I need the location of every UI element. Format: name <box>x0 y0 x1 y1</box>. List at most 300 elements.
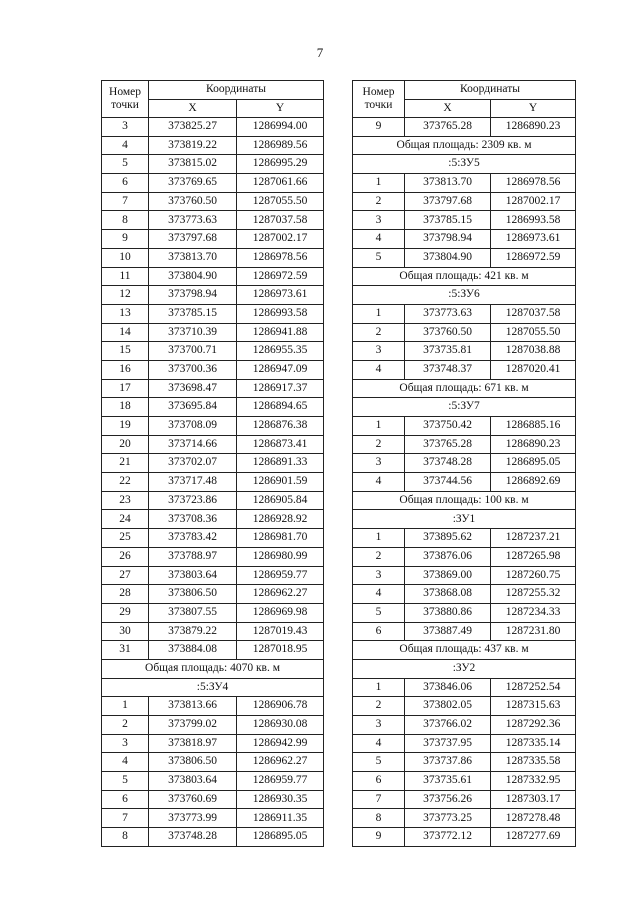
table-row <box>353 547 576 566</box>
y-coordinate-cell: 1286993.58 <box>237 304 324 323</box>
x-coordinate-cell: 373819.22 <box>149 136 237 155</box>
x-coordinate-cell: 373766.02 <box>405 716 491 735</box>
table-row <box>102 491 324 510</box>
table-row <box>102 192 324 211</box>
point-number-cell: 1 <box>353 417 405 436</box>
y-coordinate-cell: 1286959.77 <box>237 566 324 585</box>
y-header: Y <box>237 100 324 118</box>
x-coordinate-cell: 373825.27 <box>149 118 237 137</box>
total-area-row <box>353 491 576 510</box>
x-coordinate-cell: 373698.47 <box>149 379 237 398</box>
table-row <box>102 772 324 791</box>
x-coordinate-cell: 373735.61 <box>405 772 491 791</box>
y-coordinate-cell: 1287019.43 <box>237 622 324 641</box>
section-label: :5:ЗУ7 <box>353 398 576 417</box>
y-coordinate-cell: 1287332.95 <box>491 772 576 791</box>
point-number-cell: 13 <box>102 304 149 323</box>
y-coordinate-cell: 1286980.99 <box>237 547 324 566</box>
point-number-cell: 30 <box>102 622 149 641</box>
point-number-cell: 4 <box>353 360 405 379</box>
point-number-cell: 26 <box>102 547 149 566</box>
section-row <box>353 510 576 529</box>
x-coordinate-cell: 373702.07 <box>149 454 237 473</box>
table-row <box>353 790 576 809</box>
x-coordinate-cell: 373735.81 <box>405 342 491 361</box>
table-row <box>102 547 324 566</box>
y-coordinate-cell: 1287055.50 <box>491 323 576 342</box>
y-coordinate-cell: 1286962.27 <box>237 585 324 604</box>
table-row <box>102 174 324 193</box>
x-coordinate-cell: 373760.50 <box>149 192 237 211</box>
table-row <box>102 790 324 809</box>
section-row <box>102 678 324 697</box>
table-row <box>102 360 324 379</box>
point-number-cell: 4 <box>353 734 405 753</box>
x-coordinate-cell: 373884.08 <box>149 641 237 660</box>
total-area-row <box>353 267 576 286</box>
x-coordinate-cell: 373769.65 <box>149 174 237 193</box>
x-coordinate-cell: 373785.15 <box>149 304 237 323</box>
point-number-cell: 16 <box>102 360 149 379</box>
y-coordinate-cell: 1286905.84 <box>237 491 324 510</box>
table-row <box>353 230 576 249</box>
section-label: :ЗУ2 <box>353 659 576 678</box>
point-number-cell: 25 <box>102 529 149 548</box>
y-coordinate-cell: 1286930.08 <box>237 716 324 735</box>
table-row <box>102 697 324 716</box>
total-area-row <box>353 641 576 660</box>
table-row <box>102 716 324 735</box>
x-coordinate-cell: 373783.42 <box>149 529 237 548</box>
x-coordinate-cell: 373803.64 <box>149 566 237 585</box>
point-number-header-line2: точки <box>364 99 393 111</box>
y-coordinate-cell: 1287020.41 <box>491 360 576 379</box>
y-coordinate-cell: 1286885.16 <box>491 417 576 436</box>
table-row <box>353 734 576 753</box>
table-row <box>102 230 324 249</box>
table-row <box>353 304 576 323</box>
point-number-cell: 1 <box>353 304 405 323</box>
table-row <box>353 454 576 473</box>
x-coordinate-cell: 373717.48 <box>149 473 237 492</box>
y-coordinate-cell: 1287038.88 <box>491 342 576 361</box>
table-row <box>102 248 324 267</box>
table-row <box>102 398 324 417</box>
x-coordinate-cell: 373799.02 <box>149 716 237 735</box>
section-label: :ЗУ1 <box>353 510 576 529</box>
point-number-cell: 8 <box>102 211 149 230</box>
point-number-cell: 5 <box>102 772 149 791</box>
y-coordinate-cell: 1287018.95 <box>237 641 324 660</box>
x-coordinate-cell: 373773.25 <box>405 809 491 828</box>
x-coordinate-cell: 373876.06 <box>405 547 491 566</box>
y-coordinate-cell: 1286895.05 <box>491 454 576 473</box>
point-number-cell: 15 <box>102 342 149 361</box>
table-row <box>102 118 324 137</box>
x-coordinate-cell: 373772.12 <box>405 828 491 847</box>
table-row <box>353 566 576 585</box>
total-area-label: Общая площадь: 2309 кв. м <box>353 136 576 155</box>
table-row <box>102 286 324 305</box>
x-coordinate-cell: 373868.08 <box>405 585 491 604</box>
point-number-cell: 3 <box>353 716 405 735</box>
section-row <box>353 398 576 417</box>
x-coordinate-cell: 373773.63 <box>405 304 491 323</box>
y-coordinate-cell: 1287303.17 <box>491 790 576 809</box>
point-number-cell: 4 <box>353 230 405 249</box>
x-coordinate-cell: 373813.66 <box>149 697 237 716</box>
y-coordinate-cell: 1286917.37 <box>237 379 324 398</box>
table-row <box>353 248 576 267</box>
table-row <box>353 211 576 230</box>
table-row <box>353 192 576 211</box>
y-coordinate-cell: 1287335.14 <box>491 734 576 753</box>
y-coordinate-cell: 1287335.58 <box>491 753 576 772</box>
y-coordinate-cell: 1287260.75 <box>491 566 576 585</box>
x-coordinate-cell: 373710.39 <box>149 323 237 342</box>
x-coordinate-cell: 373869.00 <box>405 566 491 585</box>
table-row <box>102 641 324 660</box>
y-coordinate-cell: 1286995.29 <box>237 155 324 174</box>
x-coordinate-cell: 373880.86 <box>405 603 491 622</box>
point-number-cell: 19 <box>102 417 149 436</box>
y-coordinate-cell: 1287002.17 <box>237 230 324 249</box>
y-coordinate-cell: 1286989.56 <box>237 136 324 155</box>
y-coordinate-cell: 1286930.35 <box>237 790 324 809</box>
table-row <box>102 379 324 398</box>
y-coordinate-cell: 1286973.61 <box>237 286 324 305</box>
point-number-cell: 18 <box>102 398 149 417</box>
point-number-cell: 5 <box>102 155 149 174</box>
x-coordinate-cell: 373887.49 <box>405 622 491 641</box>
y-coordinate-cell: 1287278.48 <box>491 809 576 828</box>
x-coordinate-cell: 373737.95 <box>405 734 491 753</box>
x-coordinate-cell: 373879.22 <box>149 622 237 641</box>
x-coordinate-cell: 373785.15 <box>405 211 491 230</box>
y-coordinate-cell: 1286981.70 <box>237 529 324 548</box>
y-coordinate-cell: 1287292.36 <box>491 716 576 735</box>
right-table-body <box>353 118 576 847</box>
x-coordinate-cell: 373813.70 <box>405 174 491 193</box>
point-number-cell: 4 <box>102 753 149 772</box>
point-number-cell: 5 <box>353 248 405 267</box>
point-number-cell: 5 <box>353 753 405 772</box>
point-number-cell: 31 <box>102 641 149 660</box>
point-number-cell: 2 <box>102 716 149 735</box>
coordinates-table-left <box>101 80 324 847</box>
point-number-cell: 7 <box>102 809 149 828</box>
table-row <box>353 622 576 641</box>
point-number-cell: 22 <box>102 473 149 492</box>
y-coordinate-cell: 1287277.69 <box>491 828 576 847</box>
y-coordinate-cell: 1286876.38 <box>237 417 324 436</box>
table-row <box>353 753 576 772</box>
point-number-cell: 7 <box>353 790 405 809</box>
y-coordinate-cell: 1286891.33 <box>237 454 324 473</box>
x-header: X <box>405 100 491 118</box>
table-row <box>353 529 576 548</box>
x-coordinate-cell: 373798.94 <box>149 286 237 305</box>
table-row <box>353 118 576 137</box>
point-number-header <box>353 81 405 118</box>
point-number-cell: 8 <box>102 828 149 847</box>
x-coordinate-cell: 373797.68 <box>149 230 237 249</box>
y-coordinate-cell: 1286955.35 <box>237 342 324 361</box>
y-header: Y <box>491 100 576 118</box>
total-area-row <box>353 379 576 398</box>
table-row <box>102 155 324 174</box>
point-number-cell: 20 <box>102 435 149 454</box>
table-row <box>102 510 324 529</box>
x-coordinate-cell: 373804.90 <box>149 267 237 286</box>
total-area-label: Общая площадь: 437 кв. м <box>353 641 576 660</box>
point-number-cell: 11 <box>102 267 149 286</box>
y-coordinate-cell: 1287002.17 <box>491 192 576 211</box>
y-coordinate-cell: 1286962.27 <box>237 753 324 772</box>
point-number-cell: 3 <box>353 454 405 473</box>
coordinates-table-right <box>352 80 576 847</box>
y-coordinate-cell: 1287231.80 <box>491 622 576 641</box>
point-number-cell: 3 <box>353 342 405 361</box>
point-number-cell: 17 <box>102 379 149 398</box>
point-number-cell: 12 <box>102 286 149 305</box>
point-number-header <box>102 81 149 118</box>
table-row <box>102 529 324 548</box>
table-row <box>353 772 576 791</box>
x-coordinate-cell: 373760.50 <box>405 323 491 342</box>
point-number-cell: 2 <box>353 192 405 211</box>
table-row <box>353 360 576 379</box>
x-coordinate-cell: 373695.84 <box>149 398 237 417</box>
x-coordinate-cell: 373806.50 <box>149 585 237 604</box>
page-number: 7 <box>316 45 324 60</box>
point-number-cell: 6 <box>353 622 405 641</box>
total-area-label: Общая площадь: 100 кв. м <box>353 491 576 510</box>
y-coordinate-cell: 1287315.63 <box>491 697 576 716</box>
y-coordinate-cell: 1286972.59 <box>237 267 324 286</box>
table-row <box>353 174 576 193</box>
table-row <box>353 697 576 716</box>
table-row <box>353 473 576 492</box>
section-row <box>353 155 576 174</box>
point-number-cell: 3 <box>353 211 405 230</box>
section-label: :5:ЗУ6 <box>353 286 576 305</box>
x-coordinate-cell: 373756.26 <box>405 790 491 809</box>
table-row <box>102 566 324 585</box>
point-number-cell: 9 <box>102 230 149 249</box>
table-row <box>353 435 576 454</box>
table-row <box>102 753 324 772</box>
point-number-header-line2: точки <box>111 99 139 111</box>
point-number-cell: 9 <box>353 828 405 847</box>
point-number-cell: 8 <box>353 809 405 828</box>
total-area-label: Общая площадь: 421 кв. м <box>353 267 576 286</box>
table-row <box>102 603 324 622</box>
point-number-cell: 6 <box>102 790 149 809</box>
x-coordinate-cell: 373806.50 <box>149 753 237 772</box>
coordinates-header: Координаты <box>149 81 324 100</box>
x-coordinate-cell: 373744.56 <box>405 473 491 492</box>
total-area-row <box>353 136 576 155</box>
y-coordinate-cell: 1287037.58 <box>491 304 576 323</box>
y-coordinate-cell: 1286994.00 <box>237 118 324 137</box>
point-number-cell: 27 <box>102 566 149 585</box>
y-coordinate-cell: 1286892.69 <box>491 473 576 492</box>
table-row <box>102 435 324 454</box>
x-coordinate-cell: 373748.37 <box>405 360 491 379</box>
point-number-cell: 24 <box>102 510 149 529</box>
y-coordinate-cell: 1286993.58 <box>491 211 576 230</box>
table-row <box>102 342 324 361</box>
point-number-cell: 3 <box>353 566 405 585</box>
y-coordinate-cell: 1287265.98 <box>491 547 576 566</box>
section-label: :5:ЗУ5 <box>353 155 576 174</box>
table-row <box>102 809 324 828</box>
y-coordinate-cell: 1286972.59 <box>491 248 576 267</box>
point-number-cell: 14 <box>102 323 149 342</box>
x-coordinate-cell: 373815.02 <box>149 155 237 174</box>
point-number-cell: 2 <box>353 435 405 454</box>
point-number-cell: 3 <box>102 118 149 137</box>
point-number-cell: 1 <box>353 678 405 697</box>
y-coordinate-cell: 1287234.33 <box>491 603 576 622</box>
table-row <box>102 828 324 847</box>
point-number-cell: 23 <box>102 491 149 510</box>
table-row <box>353 342 576 361</box>
point-number-cell: 6 <box>353 772 405 791</box>
y-coordinate-cell: 1286978.56 <box>237 248 324 267</box>
x-coordinate-cell: 373708.36 <box>149 510 237 529</box>
x-coordinate-cell: 373788.97 <box>149 547 237 566</box>
x-coordinate-cell: 373760.69 <box>149 790 237 809</box>
point-number-cell: 7 <box>102 192 149 211</box>
x-coordinate-cell: 373723.86 <box>149 491 237 510</box>
table-row <box>353 585 576 604</box>
section-row <box>353 286 576 305</box>
x-coordinate-cell: 373748.28 <box>405 454 491 473</box>
point-number-cell: 2 <box>353 697 405 716</box>
point-number-cell: 1 <box>353 529 405 548</box>
table-row <box>353 828 576 847</box>
table-row <box>102 136 324 155</box>
point-number-cell: 28 <box>102 585 149 604</box>
table-row <box>102 622 324 641</box>
x-coordinate-cell: 373813.70 <box>149 248 237 267</box>
coordinates-header: Координаты <box>405 81 576 100</box>
table-row <box>353 323 576 342</box>
point-number-cell: 4 <box>353 473 405 492</box>
table-row <box>353 603 576 622</box>
point-number-cell: 4 <box>102 136 149 155</box>
table-row <box>102 734 324 753</box>
x-coordinate-cell: 373818.97 <box>149 734 237 753</box>
x-coordinate-cell: 373765.28 <box>405 435 491 454</box>
x-coordinate-cell: 373765.28 <box>405 118 491 137</box>
section-row <box>353 659 576 678</box>
x-coordinate-cell: 373700.36 <box>149 360 237 379</box>
point-number-cell: 4 <box>353 585 405 604</box>
point-number-header-line1: Номер <box>109 86 141 99</box>
total-area-label: Общая площадь: 671 кв. м <box>353 379 576 398</box>
point-number-header-line1: Номер <box>362 86 395 99</box>
x-coordinate-cell: 373804.90 <box>405 248 491 267</box>
x-coordinate-cell: 373803.64 <box>149 772 237 791</box>
point-number-cell: 6 <box>102 174 149 193</box>
y-coordinate-cell: 1286890.23 <box>491 435 576 454</box>
x-coordinate-cell: 373807.55 <box>149 603 237 622</box>
total-area-row <box>102 659 324 678</box>
y-coordinate-cell: 1287252.54 <box>491 678 576 697</box>
point-number-cell: 21 <box>102 454 149 473</box>
y-coordinate-cell: 1286969.98 <box>237 603 324 622</box>
table-row <box>102 473 324 492</box>
x-header: X <box>149 100 237 118</box>
y-coordinate-cell: 1287255.32 <box>491 585 576 604</box>
point-number-cell: 5 <box>353 603 405 622</box>
x-coordinate-cell: 373714.66 <box>149 435 237 454</box>
y-coordinate-cell: 1286973.61 <box>491 230 576 249</box>
table-row <box>353 678 576 697</box>
table-row <box>102 323 324 342</box>
point-number-cell: 29 <box>102 603 149 622</box>
table-row <box>102 585 324 604</box>
x-coordinate-cell: 373802.05 <box>405 697 491 716</box>
y-coordinate-cell: 1286895.05 <box>237 828 324 847</box>
y-coordinate-cell: 1287237.21 <box>491 529 576 548</box>
x-coordinate-cell: 373700.71 <box>149 342 237 361</box>
left-table-body <box>102 118 324 847</box>
point-number-cell: 2 <box>353 547 405 566</box>
x-coordinate-cell: 373895.62 <box>405 529 491 548</box>
y-coordinate-cell: 1286928.92 <box>237 510 324 529</box>
y-coordinate-cell: 1286873.41 <box>237 435 324 454</box>
x-coordinate-cell: 373748.28 <box>149 828 237 847</box>
x-coordinate-cell: 373773.99 <box>149 809 237 828</box>
x-coordinate-cell: 373750.42 <box>405 417 491 436</box>
y-coordinate-cell: 1287061.66 <box>237 174 324 193</box>
y-coordinate-cell: 1286959.77 <box>237 772 324 791</box>
table-row <box>102 267 324 286</box>
point-number-cell: 9 <box>353 118 405 137</box>
y-coordinate-cell: 1286941.88 <box>237 323 324 342</box>
x-coordinate-cell: 373708.09 <box>149 417 237 436</box>
y-coordinate-cell: 1287037.58 <box>237 211 324 230</box>
y-coordinate-cell: 1286942.99 <box>237 734 324 753</box>
table-row <box>102 211 324 230</box>
y-coordinate-cell: 1286906.78 <box>237 697 324 716</box>
point-number-cell: 2 <box>353 323 405 342</box>
y-coordinate-cell: 1286890.23 <box>491 118 576 137</box>
point-number-cell: 3 <box>102 734 149 753</box>
y-coordinate-cell: 1287055.50 <box>237 192 324 211</box>
table-row <box>353 716 576 735</box>
table-row <box>102 304 324 323</box>
table-row <box>102 417 324 436</box>
section-label: :5:ЗУ4 <box>102 678 324 697</box>
total-area-label: Общая площадь: 4070 кв. м <box>102 659 324 678</box>
y-coordinate-cell: 1286978.56 <box>491 174 576 193</box>
y-coordinate-cell: 1286947.09 <box>237 360 324 379</box>
point-number-cell: 1 <box>353 174 405 193</box>
x-coordinate-cell: 373846.06 <box>405 678 491 697</box>
y-coordinate-cell: 1286901.59 <box>237 473 324 492</box>
x-coordinate-cell: 373737.86 <box>405 753 491 772</box>
x-coordinate-cell: 373773.63 <box>149 211 237 230</box>
y-coordinate-cell: 1286911.35 <box>237 809 324 828</box>
point-number-cell: 10 <box>102 248 149 267</box>
table-row <box>353 417 576 436</box>
table-row <box>353 809 576 828</box>
